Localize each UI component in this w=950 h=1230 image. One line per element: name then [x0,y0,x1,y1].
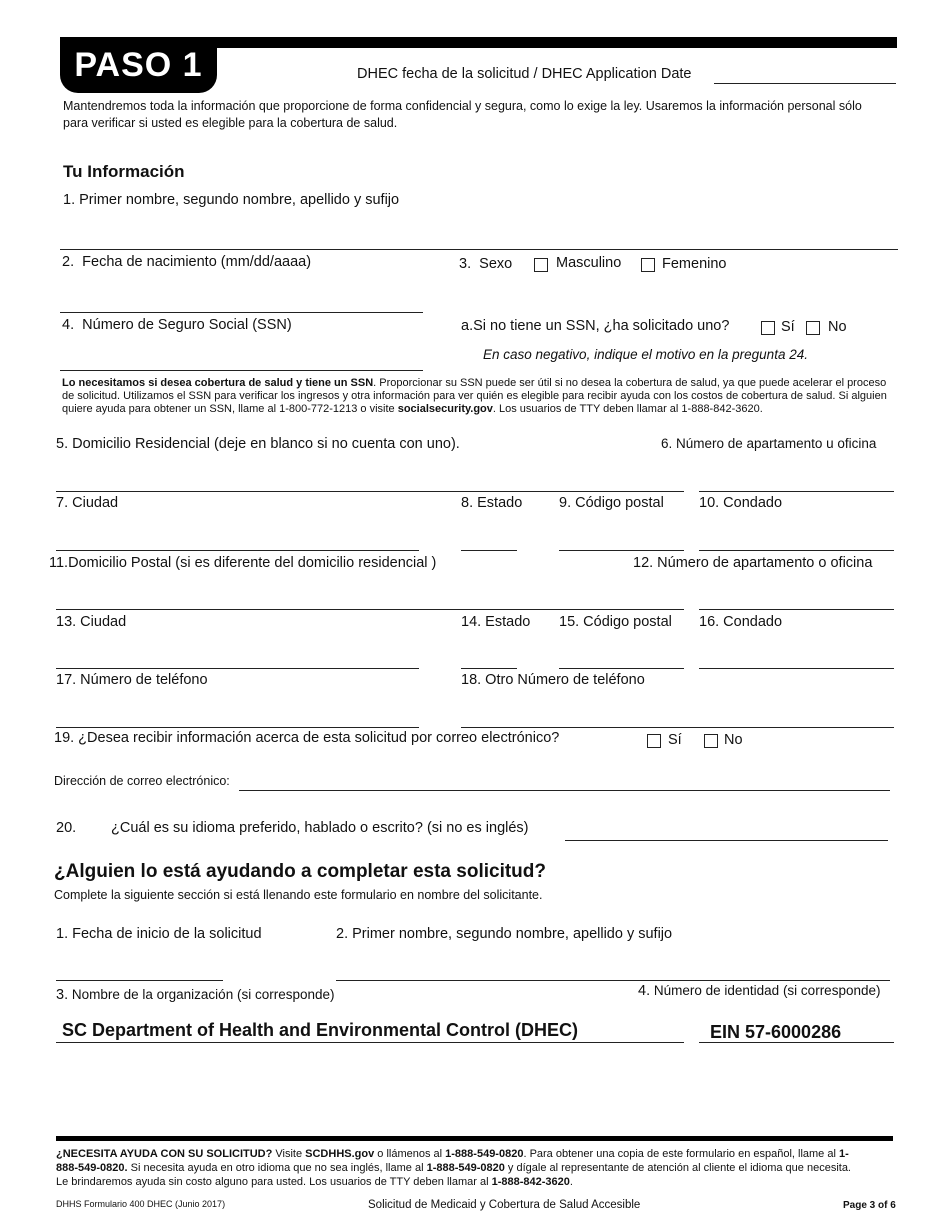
q6-label: 6. Número de apartamento u oficina [661,436,877,451]
q12-apt-field[interactable] [699,609,894,610]
h1-date-field[interactable] [56,980,223,981]
q18-phone-field[interactable] [461,727,894,728]
q13-label: 13. Ciudad [56,614,127,630]
q8-state-field[interactable] [461,550,517,551]
h2-label: 2. Primer nombre, segundo nombre, apellido y sufijo [336,926,673,942]
h1-label: 1. Fecha de inicio de la solicitud [56,926,262,942]
org-name-field[interactable] [56,1042,684,1043]
q7-city-field[interactable] [56,550,419,551]
id-number-field[interactable] [699,1042,894,1043]
h3-label: 3. Nombre de la organización (si corresponde) [56,987,335,1003]
page-number: Page 3 of 6 [843,1200,896,1211]
ssn-applied-no-checkbox[interactable] [806,321,820,335]
q6-apt-field[interactable] [699,491,894,492]
helper-title: ¿Alguien lo está ayudando a completar esta solicitud? [54,861,546,882]
q19-label: 19. ¿Desea recibir información acerca de esta solicitud por correo electrónico? [54,730,560,746]
q7-label: 7. Ciudad [56,495,119,511]
section-title: Tu Información [63,162,185,181]
q5-label: 5. Domicilio Residencial (deje en blanco si no cuenta con uno). [56,436,460,452]
app-date-field[interactable] [714,83,896,84]
ssn-note: Lo necesitamos si desea cobertura de salud y tiene un SSN. Proporcionar su SSN puede ser útil si no desea la cobertura de salud, ya que puede acelerar el proceso de solicitud. Utilizamos el SSN para verificar los ingresos y otra información para ver quién es elegible para recibir ayuda con los costos de cobertura de salud. Si alguien quiere ayuda para obtener un SSN, llame al 1-800-772-1213 o visite socialsecurity.gov. Los usuarios de TTY deben llamar al 1-888-842-3620. [62,377,887,415]
q15-zip-field[interactable] [559,668,684,669]
q20-label: ¿Cuál es su idioma preferido, hablado o escrito? (si no es inglés) [111,820,529,836]
q20-language-field[interactable] [565,840,888,841]
app-date-label: DHEC fecha de la solicitud / DHEC Application Date [357,66,692,82]
q2-dob-field[interactable] [60,312,423,313]
q4a-note: En caso negativo, indique el motivo en la pregunta 24. [483,347,808,362]
q16-county-field[interactable] [699,668,894,669]
q3-label: 3. Sexo [459,256,513,272]
email-yes-label: Sí [668,732,682,748]
q15-label: 15. Código postal [559,614,672,630]
id-number-value: EIN 57-6000286 [710,1022,842,1042]
q20-number: 20. [56,820,77,836]
form-title: Solicitud de Medicaid y Cobertura de Salud Accesible [368,1199,641,1211]
h4-label: 4. Número de identidad (si corresponde) [638,983,881,999]
help-note: ¿NECESITA AYUDA CON SU SOLICITUD? Visite SCDHHS.gov o llámenos al 1-888-549-0820. Para obtener una copia de este formulario en español, llame al 1-888-549-0820. Si necesita ayuda en otro idioma que no sea inglés, llame al 1-888-549-0820 y dígale al representante de atención al cliente el idioma que necesita. Le brindaremos ayuda sin costo alguno para usted. Los usuarios de TTY deben llamar al 1-888-842-3620. [56,1148,851,1188]
h2-name-field[interactable] [336,980,890,981]
email-field[interactable] [239,790,890,791]
step-label: PASO 1 [60,37,217,93]
q11-label: 11.Domicilio Postal (si es diferente del domicilio residencial ) [49,555,437,571]
q18-label: 18. Otro Número de teléfono [461,672,645,688]
privacy-note: Mantendremos toda la información que proporcione de forma confidencial y segura, como lo exige la ley. Usaremos la información personal sólo para verificar si usted es elegible para la cobertura de salud. [63,99,862,130]
ssn-applied-yes-label: Sí [781,319,795,335]
q13-city-field[interactable] [56,668,419,669]
q4-ssn-field[interactable] [60,370,423,371]
q2-label: 2. Fecha de nacimiento (mm/dd/aaaa) [62,254,312,270]
q9-zip-field[interactable] [559,550,684,551]
email-no-checkbox[interactable] [704,734,718,748]
q10-label: 10. Condado [699,495,783,511]
q5-address-field[interactable] [56,491,684,492]
q14-label: 14. Estado [461,614,531,630]
q17-phone-field[interactable] [56,727,419,728]
q8-label: 8. Estado [461,495,523,511]
org-name-value: SC Department of Health and Environmental Control (DHEC) [62,1020,579,1040]
q4-label: 4. Número de Seguro Social (SSN) [62,317,292,333]
email-yes-checkbox[interactable] [647,734,661,748]
female-checkbox[interactable] [641,258,655,272]
email-no-label: No [724,732,743,748]
helper-subtitle: Complete la siguiente sección si está llenando este formulario en nombre del solicitante. [54,888,543,902]
q14-state-field[interactable] [461,668,517,669]
q11-mail-address-field[interactable] [56,609,684,610]
q1-name-field[interactable] [60,249,898,250]
q1-label: 1. Primer nombre, segundo nombre, apellido y sufijo [63,192,400,208]
ssn-applied-yes-checkbox[interactable] [761,321,775,335]
q12-label: 12. Número de apartamento o oficina [633,555,873,571]
female-label: Femenino [662,256,727,272]
ssn-applied-no-label: No [828,319,847,335]
q16-label: 16. Condado [699,614,783,630]
email-label: Dirección de correo electrónico: [54,774,230,788]
q17-label: 17. Número de teléfono [56,672,208,688]
footer-rule [56,1136,893,1141]
q4a-label: a.Si no tiene un SSN, ¿ha solicitado uno? [461,318,730,334]
q9-label: 9. Código postal [559,495,664,511]
form-id: DHHS Formulario 400 DHEC (Junio 2017) [56,1199,226,1209]
male-label: Masculino [556,255,622,271]
q10-county-field[interactable] [699,550,894,551]
male-checkbox[interactable] [534,258,548,272]
